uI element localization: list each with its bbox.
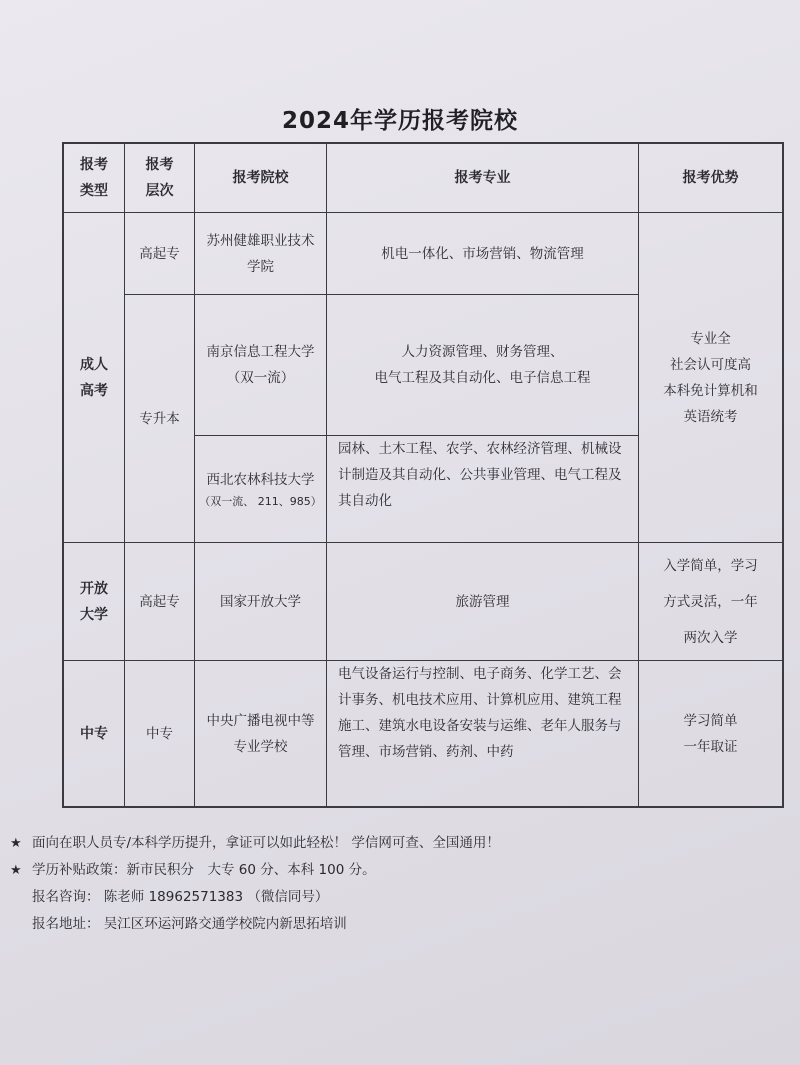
level-gaoqizhuan: 高起专 <box>139 245 180 262</box>
advantage-adult: 专业全 社会认可度高 本科免计算机和 英语统考 <box>663 330 758 425</box>
type-open-university: 开放 大学 <box>80 580 108 623</box>
header-type: 报考 类型 <box>80 157 108 199</box>
major-row-1: 机电一体化、市场营销、物流管理 <box>381 245 584 262</box>
star-icon: ★ <box>10 836 22 851</box>
header-advantage: 报考优势 <box>682 170 739 186</box>
address-line: 报名地址： 吴江区环运河路交通学校院内新思拓培训 <box>32 916 347 932</box>
major-open: 旅游管理 <box>455 593 510 610</box>
header-school: 报考院校 <box>232 170 289 186</box>
contact-line: 报名咨询： 陈老师 18962571383 （微信同号） <box>32 889 329 905</box>
advantage-open: 入学简单，学习 方式灵活，一年 两次入学 <box>663 557 758 646</box>
type-secondary: 中专 <box>80 725 108 742</box>
level-secondary: 中专 <box>146 725 173 742</box>
header-level: 报考 层次 <box>145 157 174 199</box>
notes-section <box>10 830 790 938</box>
note-line-1: ★ 面向在职人员专/本科学历提升，拿证可以如此轻松！ 学信网可查、全国通用！ <box>10 830 790 857</box>
type-adult: 成人 高考 <box>80 356 108 399</box>
school-central-broadcast: 中央广播电视中等 专业学校 <box>206 712 315 755</box>
major-secondary: 电气设备运行与控制、电子商务、化学工艺、会 计事务、机电技术应用、计算机应用、建筑工程 施工、建筑水电设备安装与运维、老年人服务与 管理、市场营销、药剂、中药 <box>338 666 622 760</box>
major-row-2: 人力资源管理、财务管理、 电气工程及其自动化、电子信息工程 <box>374 344 591 386</box>
star-icon: ★ <box>10 863 22 878</box>
header-major: 报考专业 <box>454 170 511 186</box>
note-line-2: ★ 学历补贴政策：新市民积分 大专 60 分、本科 100 分。 <box>10 857 790 884</box>
school-suzhou-jianxiong: 苏州健雄职业技术 学院 <box>206 232 315 275</box>
school-northwest-af: 西北农林科技大学 （双一流、 211、985） <box>199 472 322 508</box>
level-zhuanshengben: 专升本 <box>139 410 180 427</box>
major-row-3: 园林、土木工程、农学、农林经济管理、机械设 计制造及其自动化、公共事业管理、电气工程及 其自动化 <box>338 441 622 509</box>
school-national-open: 国家开放大学 <box>220 593 301 610</box>
level-open: 高起专 <box>139 593 180 610</box>
page-title: 2024年学历报考院校 <box>281 108 518 134</box>
advantage-secondary: 学习简单 一年取证 <box>683 712 738 755</box>
school-nanjing-info: 南京信息工程大学 （双一流） <box>206 344 315 386</box>
